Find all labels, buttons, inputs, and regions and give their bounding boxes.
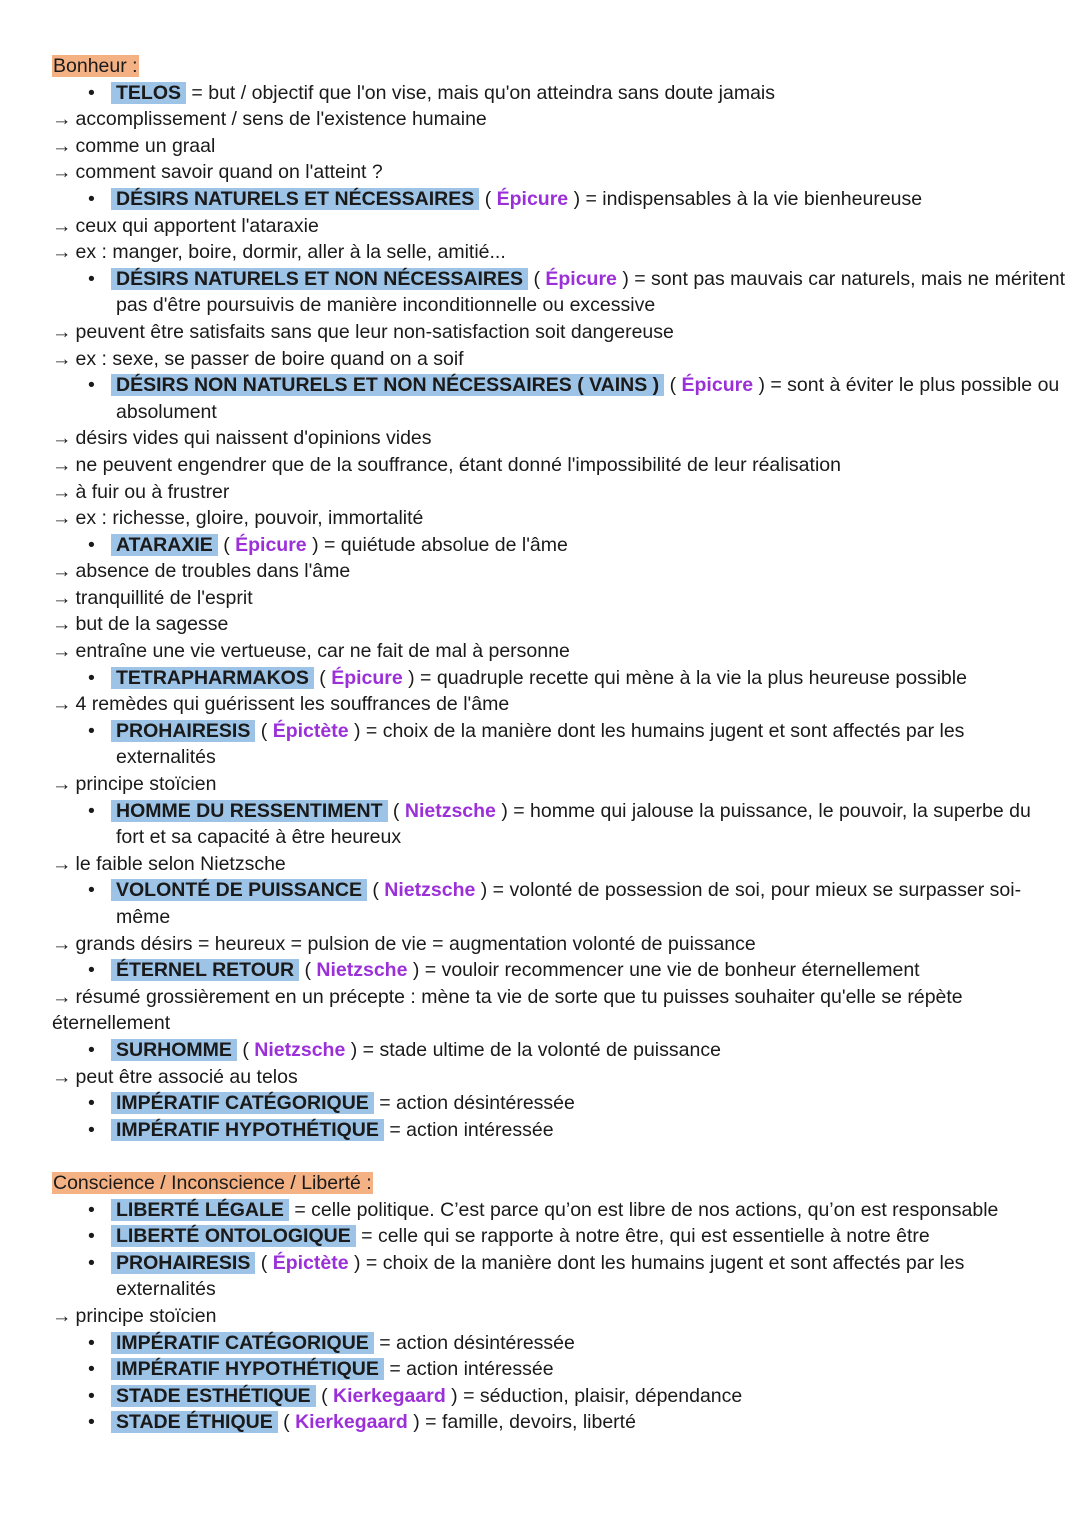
text: but de la sagesse <box>75 613 229 636</box>
text: ( <box>277 1411 296 1434</box>
arrow-icon: → <box>52 108 72 131</box>
text: ) = stade ultime de la volonté de puissance <box>345 1038 721 1061</box>
note <box>52 319 1042 346</box>
author: Kierkegaard <box>295 1411 408 1434</box>
term-label: TELOS <box>111 82 186 104</box>
bullet-icon: • <box>88 666 95 689</box>
note <box>52 346 1042 373</box>
term-label: DÉSIRS NATURELS ET NÉCESSAIRES <box>111 188 479 210</box>
term-label: LIBERTÉ LÉGALE <box>111 1199 289 1221</box>
text: ( <box>255 1251 273 1274</box>
text: comme un graal <box>75 134 216 157</box>
arrow-icon: → <box>52 453 72 476</box>
note <box>52 1064 1042 1091</box>
text: comment savoir quand on l'atteint ? <box>75 161 383 184</box>
entry-continuation <box>52 1276 1042 1303</box>
entry-liberte-legale <box>52 1197 1042 1224</box>
arrow-icon: → <box>52 932 72 955</box>
term-label: LIBERTÉ ONTOLOGIQUE <box>111 1225 356 1247</box>
term-label: DÉSIRS NATURELS ET NON NÉCESSAIRES <box>111 268 528 290</box>
text: ( <box>479 187 497 210</box>
entry-tetrapharmakos <box>52 665 1042 692</box>
entry-imperatif-categorique-2 <box>52 1330 1042 1357</box>
text: ( <box>315 1384 334 1407</box>
entry-continuation <box>52 744 1042 771</box>
text: éternellement <box>52 1012 171 1035</box>
bullet-icon: • <box>88 1038 95 1061</box>
arrow-icon: → <box>52 640 72 663</box>
term-label: STADE ÉTHIQUE <box>111 1411 278 1433</box>
note <box>52 159 1042 186</box>
note <box>52 213 1042 240</box>
text: ex : sexe, se passer de boire quand on a soif <box>75 347 464 370</box>
text: ) = sont à éviter le plus possible ou <box>753 374 1060 397</box>
entry-continuation <box>52 824 1042 851</box>
text: ) = choix de la manière dont les humains jugent et sont affectés par les <box>348 719 965 742</box>
author: Nietzsche <box>316 959 408 982</box>
note <box>52 106 1042 133</box>
text: ) = indispensables à la vie bienheureuse <box>568 187 923 210</box>
term-label: IMPÉRATIF CATÉGORIQUE <box>111 1332 374 1354</box>
term-label: IMPÉRATIF HYPOTHÉTIQUE <box>111 1119 384 1141</box>
entry-continuation <box>52 292 1042 319</box>
text: ) = famille, devoirs, liberté <box>407 1411 636 1434</box>
text: même <box>116 906 171 928</box>
term-label: HOMME DU RESSENTIMENT <box>111 800 388 822</box>
arrow-icon: → <box>52 134 72 157</box>
entry-eternel-retour <box>52 957 1042 984</box>
entry-desirs-naturels-necessaires <box>52 186 1042 213</box>
bullet-icon: • <box>88 1198 95 1221</box>
text: ( <box>299 959 317 982</box>
note <box>52 931 1042 958</box>
note <box>52 425 1042 452</box>
text: tranquillité de l'esprit <box>75 586 253 609</box>
text: absolument <box>116 400 217 423</box>
text: externalités <box>116 1278 216 1301</box>
bullet-icon: • <box>88 1118 95 1141</box>
note <box>52 771 1042 798</box>
note <box>52 133 1042 160</box>
term-label: PROHAIRESIS <box>111 1252 255 1274</box>
author: Épictète <box>272 719 349 742</box>
arrow-icon: → <box>52 1304 72 1327</box>
text: entraîne une vie vertueuse, car ne fait de mal à personne <box>75 640 570 663</box>
note <box>52 479 1042 506</box>
text: ( <box>528 267 546 290</box>
text: absence de troubles dans l'âme <box>75 560 351 583</box>
arrow-icon: → <box>52 693 72 716</box>
entry-prohairesis <box>52 718 1042 745</box>
text: ( <box>255 719 273 742</box>
entry-volonte-de-puissance <box>52 877 1042 904</box>
text: externalités <box>116 746 216 769</box>
bullet-icon: • <box>88 81 95 104</box>
text: ( <box>366 879 385 902</box>
term-label: ATARAXIE <box>111 534 218 556</box>
bullet-icon: • <box>88 1331 95 1354</box>
text: = but / objectif que l'on vise, mais qu'on atteindra sans doute jamais <box>186 81 776 104</box>
note <box>52 505 1042 532</box>
arrow-icon: → <box>52 214 72 237</box>
term-label: ÉTERNEL RETOUR <box>111 959 299 981</box>
text: ) = quadruple recette qui mène à la vie la plus heureuse possible <box>402 666 967 689</box>
entry-continuation <box>52 904 1042 931</box>
author: Nietzsche <box>254 1038 346 1061</box>
text: pas d'être poursuivis de manière inconditionnelle ou excessive <box>116 294 656 317</box>
author: Kierkegaard <box>333 1384 446 1407</box>
text: peut être associé au telos <box>75 1065 298 1088</box>
text: ) = séduction, plaisir, dépendance <box>445 1384 743 1407</box>
note <box>52 558 1042 585</box>
author: Nietzsche <box>384 879 476 902</box>
arrow-icon: → <box>52 320 72 343</box>
bullet-icon: • <box>88 1251 95 1274</box>
bullet-icon: • <box>88 1092 95 1115</box>
arrow-icon: → <box>52 613 72 636</box>
arrow-icon: → <box>52 480 72 503</box>
term-label: TETRAPHARMAKOS <box>111 667 314 689</box>
text: ( <box>236 1038 255 1061</box>
term-label: IMPÉRATIF HYPOTHÉTIQUE <box>111 1358 384 1380</box>
note <box>52 452 1042 479</box>
text: = celle politique. C’est parce qu’on est libre de nos actions, qu’on est responsable <box>288 1198 999 1221</box>
section-spacer <box>52 1143 1042 1170</box>
text: ( <box>664 374 682 397</box>
bullet-icon: • <box>88 267 95 290</box>
text: ex : richesse, gloire, pouvoir, immortalité <box>75 507 424 530</box>
text: 4 remèdes qui guérissent les souffrances de l'âme <box>75 693 510 716</box>
entry-telos <box>52 80 1042 107</box>
arrow-icon: → <box>52 852 72 875</box>
text: ne peuvent engendrer que de la souffrance, étant donné l'impossibilité de leur réalisation <box>75 453 841 476</box>
entry-prohairesis-2 <box>52 1250 1042 1277</box>
entry-homme-du-ressentiment <box>52 798 1042 825</box>
note <box>52 611 1042 638</box>
text: ( <box>313 666 332 689</box>
entry-imperatif-hypothetique-2 <box>52 1356 1042 1383</box>
author: Nietzsche <box>404 799 496 822</box>
note <box>52 851 1042 878</box>
arrow-icon: → <box>52 1065 72 1088</box>
section-heading-conscience <box>52 1170 1042 1197</box>
bullet-icon: • <box>88 799 95 822</box>
text: ( <box>387 799 405 822</box>
text: fort et sa capacité à être heureux <box>116 826 402 849</box>
term-label: DÉSIRS NON NATURELS ET NON NÉCESSAIRES ( VAINS ) <box>111 374 664 396</box>
term-label: IMPÉRATIF CATÉGORIQUE <box>111 1092 374 1114</box>
arrow-icon: → <box>52 347 72 370</box>
bullet-icon: • <box>88 879 95 902</box>
bullet-icon: • <box>88 533 95 556</box>
text: ) = quiétude absolue de l'âme <box>306 533 568 556</box>
author: Épicure <box>545 267 617 290</box>
text: principe stoïcien <box>75 773 217 796</box>
text: peuvent être satisfaits sans que leur non-satisfaction soit dangereuse <box>75 320 674 343</box>
entry-desirs-vains <box>52 372 1060 399</box>
entry-surhomme <box>52 1037 1042 1064</box>
arrow-icon: → <box>52 507 72 530</box>
author: Épicure <box>235 533 307 556</box>
text: ) = choix de la manière dont les humains jugent et sont affectés par les <box>348 1251 965 1274</box>
text: grands désirs = heureux = pulsion de vie = augmentation volonté de puissance <box>75 932 756 955</box>
bullet-icon: • <box>88 187 95 210</box>
term-label: VOLONTÉ DE PUISSANCE <box>111 879 367 901</box>
text: principe stoïcien <box>75 1304 217 1327</box>
arrow-icon: → <box>52 586 72 609</box>
section-heading-bonheur <box>52 53 1042 80</box>
text: le faible selon Nietzsche <box>75 852 286 875</box>
text: résumé grossièrement en un précepte : mène ta vie de sorte que tu puisses souhaiter qu'elle se répète <box>75 985 963 1008</box>
author: Épictète <box>272 1251 349 1274</box>
entry-stade-ethique <box>52 1409 1042 1436</box>
entry-desirs-naturels-non-necessaires <box>52 266 1066 293</box>
text: = action intéressée <box>383 1118 554 1141</box>
text: accomplissement / sens de l'existence humaine <box>75 108 487 131</box>
text: ) = homme qui jalouse la puissance, le pouvoir, la superbe du <box>495 799 1031 822</box>
text: ceux qui apportent l'ataraxie <box>75 214 319 237</box>
note-continuation <box>52 1010 1042 1037</box>
bullet-icon: • <box>88 719 95 742</box>
text: = action désintéressée <box>373 1092 575 1115</box>
text: = action désintéressée <box>373 1331 575 1354</box>
entry-continuation <box>52 399 1042 426</box>
bullet-icon: • <box>88 1384 95 1407</box>
arrow-icon: → <box>52 161 72 184</box>
term-label: STADE ESTHÉTIQUE <box>111 1385 316 1407</box>
text: ) = sont pas mauvais car naturels, mais ne méritent <box>616 267 1066 290</box>
entry-imperatif-categorique <box>52 1090 1042 1117</box>
notes-page <box>52 53 1066 1436</box>
note <box>52 691 1042 718</box>
heading-label: Conscience / Inconscience / Liberté : <box>53 1171 372 1194</box>
entry-liberte-ontologique <box>52 1223 1042 1250</box>
arrow-icon: → <box>52 241 72 264</box>
note <box>52 1303 1042 1330</box>
text: ) = vouloir recommencer une vie de bonheur éternellement <box>407 959 920 982</box>
term-label: SURHOMME <box>111 1039 237 1061</box>
text: ( <box>217 533 236 556</box>
arrow-icon: → <box>52 985 72 1008</box>
heading-label: Bonheur : <box>53 55 138 77</box>
arrow-icon: → <box>52 560 72 583</box>
note <box>52 585 1042 612</box>
text: ) = volonté de possession de soi, pour mieux se surpasser soi- <box>475 879 1022 902</box>
entry-ataraxie <box>52 532 1042 559</box>
note <box>52 984 1042 1011</box>
bullet-icon: • <box>88 1358 95 1381</box>
text: = action intéressée <box>383 1358 554 1381</box>
arrow-icon: → <box>52 773 72 796</box>
bullet-icon: • <box>88 1411 95 1434</box>
text: à fuir ou à frustrer <box>75 480 230 503</box>
text: ex : manger, boire, dormir, aller à la selle, amitié... <box>75 241 506 264</box>
author: Épicure <box>496 187 569 210</box>
entry-stade-esthetique <box>52 1383 1042 1410</box>
arrow-icon: → <box>52 427 72 450</box>
author: Épicure <box>681 374 754 397</box>
note <box>52 239 1042 266</box>
bullet-icon: • <box>88 959 95 982</box>
note <box>52 638 1042 665</box>
entry-imperatif-hypothetique <box>52 1117 1042 1144</box>
bullet-icon: • <box>88 1225 95 1248</box>
text: = celle qui se rapporte à notre être, qui est essentielle à notre être <box>355 1225 930 1248</box>
text: désirs vides qui naissent d'opinions vides <box>75 427 432 450</box>
term-label: PROHAIRESIS <box>111 720 255 742</box>
bullet-icon: • <box>88 374 95 397</box>
author: Épicure <box>331 666 403 689</box>
